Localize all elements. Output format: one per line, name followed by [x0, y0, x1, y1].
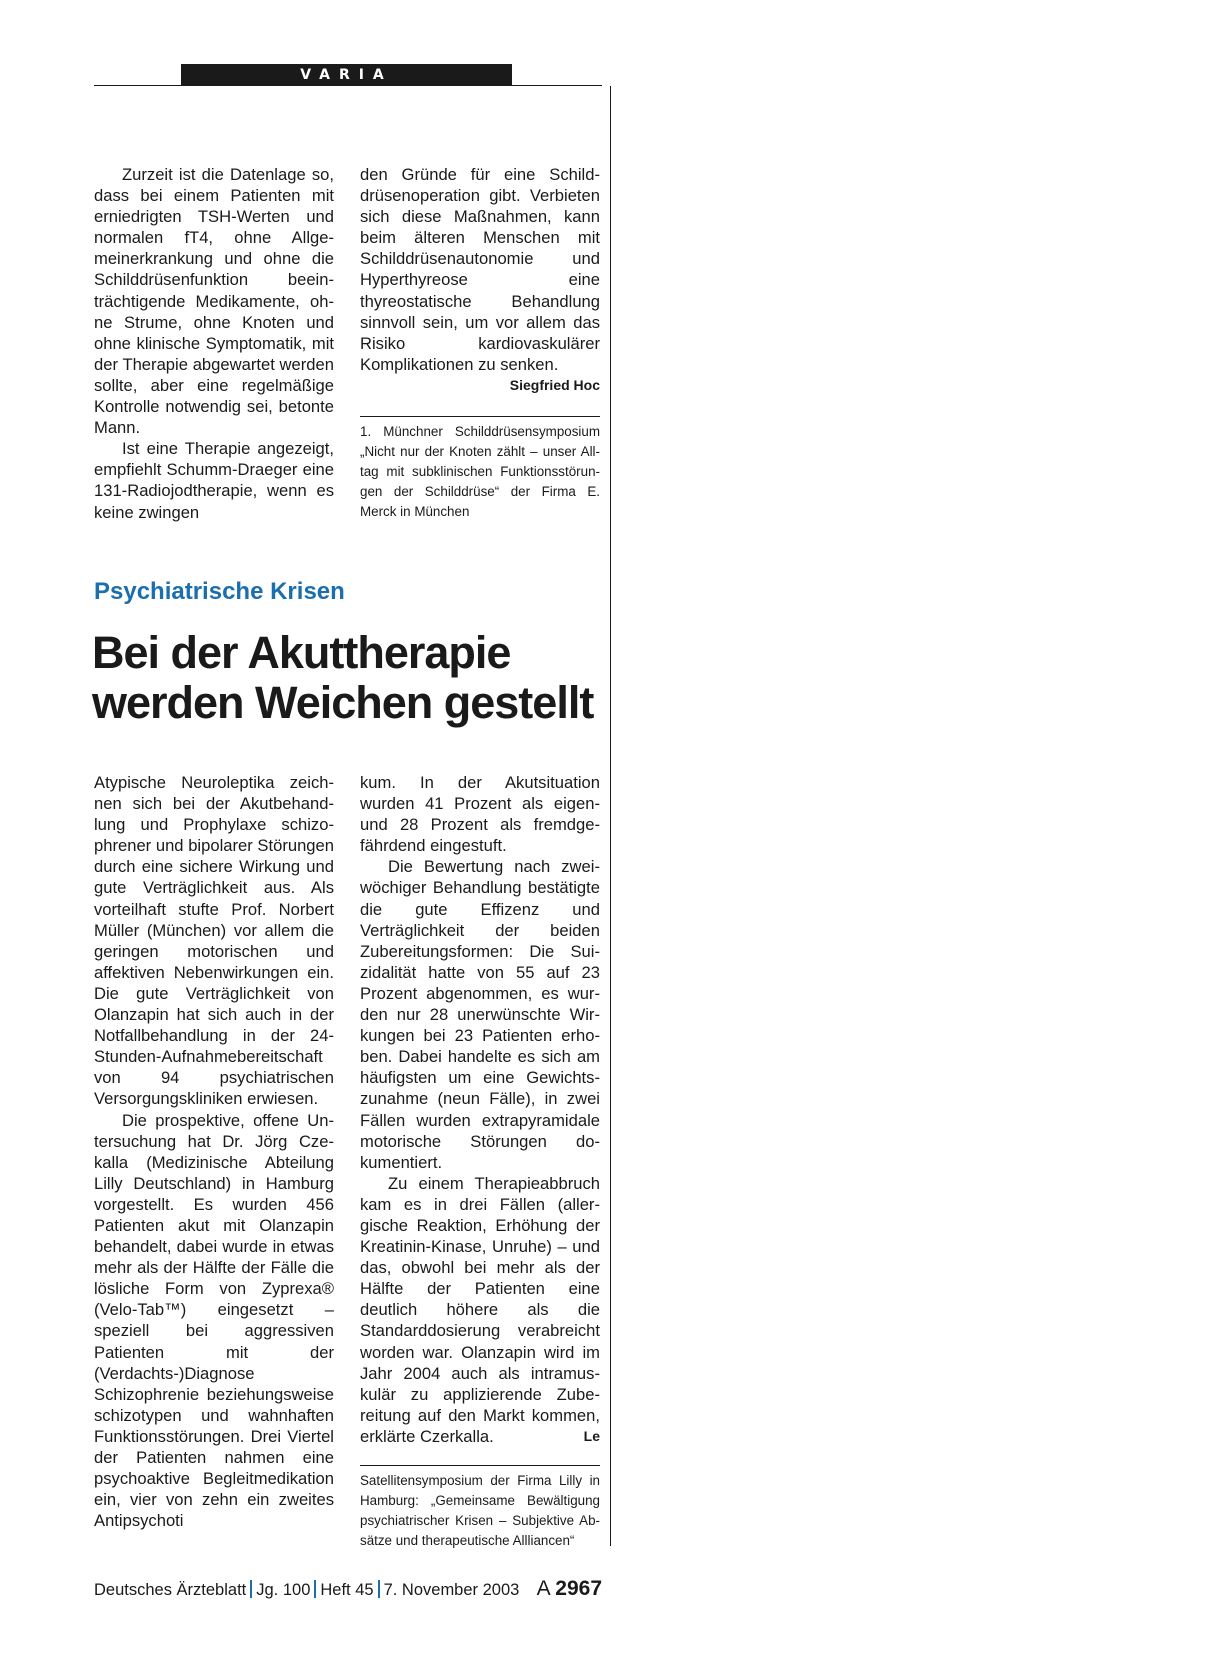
- article2-paragraph: Die Bewertung nach zweiwöchiger Behandlung bestätigte die gute Effizenz und Verträglichkeit der beiden Zubereitungsformen: Die Suizidalität hatte von 55 auf 23 Prozent abgenommen, es wurden nur 28 unerwünschte Wirkungen bei 23 Patienten erhoben. Dabei handelte es sich am häufigsten um eine Gewichtszunahme (neun Fälle), in zwei Fällen wurden extrapyramidale motorische Störungen dokumentiert.: [360, 857, 600, 1172]
- footnote-rule: [360, 1465, 600, 1466]
- article1-text: den Gründe für eine Schilddrüsenoperation gibt. Verbieten sich diese Maßnahmen, kann beim älteren Menschen mit Schilddrüsenautonomie und Hyperthyreose eine thyreostatische Behandlung sinnvoll sein, um vor allem das Risiko kardiovaskulärer Komplikationen zu senken.: [360, 165, 600, 374]
- headline-line: werden Weichen gestellt: [92, 677, 594, 728]
- article1-footnote: 1. Münchner Schilddrüsensymposium „Nicht nur der Knoten zählt – unser Alltag mit subklinischen Funktionsstörungen der Schilddrüse“ der Firma E. Merck in München: [360, 424, 600, 519]
- article2-text: Zu einem Therapieabbruch kam es in drei Fällen (allergische Reaktion, Erhöhung der Kreatinin-Kinase, Unruhe) – und das, obwohl bei mehr als der Hälfte der Patienten eine deutlich höhere als die Standarddosierung verabreicht worden war. Olanzapin wird im Jahr 2004 auch als intramuskulär zu applizierende Zubereitung auf den Markt kommen, erklärte Czerkalla.: [360, 1173, 600, 1446]
- journal-name: Deutsches Ärzteblatt: [94, 1581, 247, 1599]
- article1-paragraph: Ist eine Therapie angezeigt, empfiehlt Schumm-Draeger eine 131-Radiojodtherapie, wenn es keine zwingen: [94, 439, 334, 522]
- page-prefix: A: [536, 1577, 550, 1600]
- article2-paragraph: Die prospektive, offene Untersuchung hat Dr. Jörg Czekalla (Medizinische Abteilung Lilly Deutschland) in Hamburg vorgestellt. Es wurden 456 Patienten akut mit Olanzapin behandelt, dabei wurde in etwas mehr als der Hälfte der Fälle die lösliche Form von Zyprexa® (Velo-Tab™) eingesetzt – speziell bei aggressiven Patienten mit der (Verdachts-)Diagnose Schizophrenie beziehungsweise schizotypen und wahnhaften Funktionsstörungen. Drei Viertel der Patienten nahmen eine psychoaktive Begleitmedikation ein, vier von zehn ein zweites Antipsychoti: [94, 1110, 334, 1531]
- page-number-value: 2967: [555, 1577, 602, 1600]
- article2-paragraph: kum. In der Akutsituation wurden 41 Prozent als eigen- und 28 Prozent als fremdgefährdend eingestuft.: [360, 773, 600, 856]
- article2-kicker: Psychiatrische Krisen: [94, 578, 345, 605]
- page-footer: [94, 1577, 602, 1601]
- article1-column2: [360, 164, 600, 396]
- headline-line: Bei der Akuttherapie: [92, 627, 511, 678]
- footer-separator: [314, 1580, 316, 1598]
- article2-paragraph: Atypische Neuroleptika zeichnen sich bei der Akutbehandlung und Prophylaxe schizophrener und bipolarer Störungen durch eine sichere Wirkung und gute Verträglichkeit aus. Als vorteilhaft stufte Prof. Norbert Müller (München) vor allem die geringen motorischen und affektiven Nebenwirkungen ein. Die gute Verträglichkeit von Olanzapin hat sich auch in der Notfallbehandlung in der 24-Stunden-Aufnahmebereitschaft von 94 psychiatrischen Versorgungskliniken erwiesen.: [94, 773, 334, 1109]
- top-rule: [94, 85, 602, 86]
- article1-paragraph: Zurzeit ist die Datenlage so, dass bei einem Patienten mit erniedrigten TSH-Werten und normalen fT4, ohne Allgemeinerkrankung und ohne die Schilddrüsenfunktion beeinträchtigende Medikamente, ohne Strume, ohne Knoten und ohne klinische Symptomatik, mit der Therapie abgewartet werden sollte, aber eine regelmäßige Kontrolle notwendig sei, betonte Mann.: [94, 165, 334, 438]
- article2-paragraph: [360, 1173, 600, 1447]
- column-rule: [610, 86, 611, 1546]
- footnote-rule: [360, 416, 600, 417]
- issue: Heft 45: [320, 1581, 374, 1599]
- article1-column1: [94, 164, 334, 523]
- article2-footnote: Satellitensymposium der Firma Lilly in Hamburg: „Gemeinsame Bewältigung psychiatrischer Krisen – Subjektive Absätze und therapeutische Allliancen“: [360, 1473, 600, 1548]
- article2-author: Le: [583, 1427, 600, 1444]
- article2-column1: [94, 772, 334, 1531]
- date: 7. November 2003: [383, 1581, 520, 1599]
- section-label: VARIA: [181, 64, 512, 86]
- footer-separator: [250, 1580, 252, 1598]
- article2-column2: [360, 772, 600, 1447]
- article2-headline: [92, 628, 612, 728]
- article1-paragraph: [360, 164, 600, 393]
- volume: Jg. 100: [256, 1581, 311, 1599]
- article1-author: Siegfried Hoc: [509, 376, 600, 393]
- footer-separator: [378, 1580, 380, 1598]
- page-number: [537, 1577, 602, 1601]
